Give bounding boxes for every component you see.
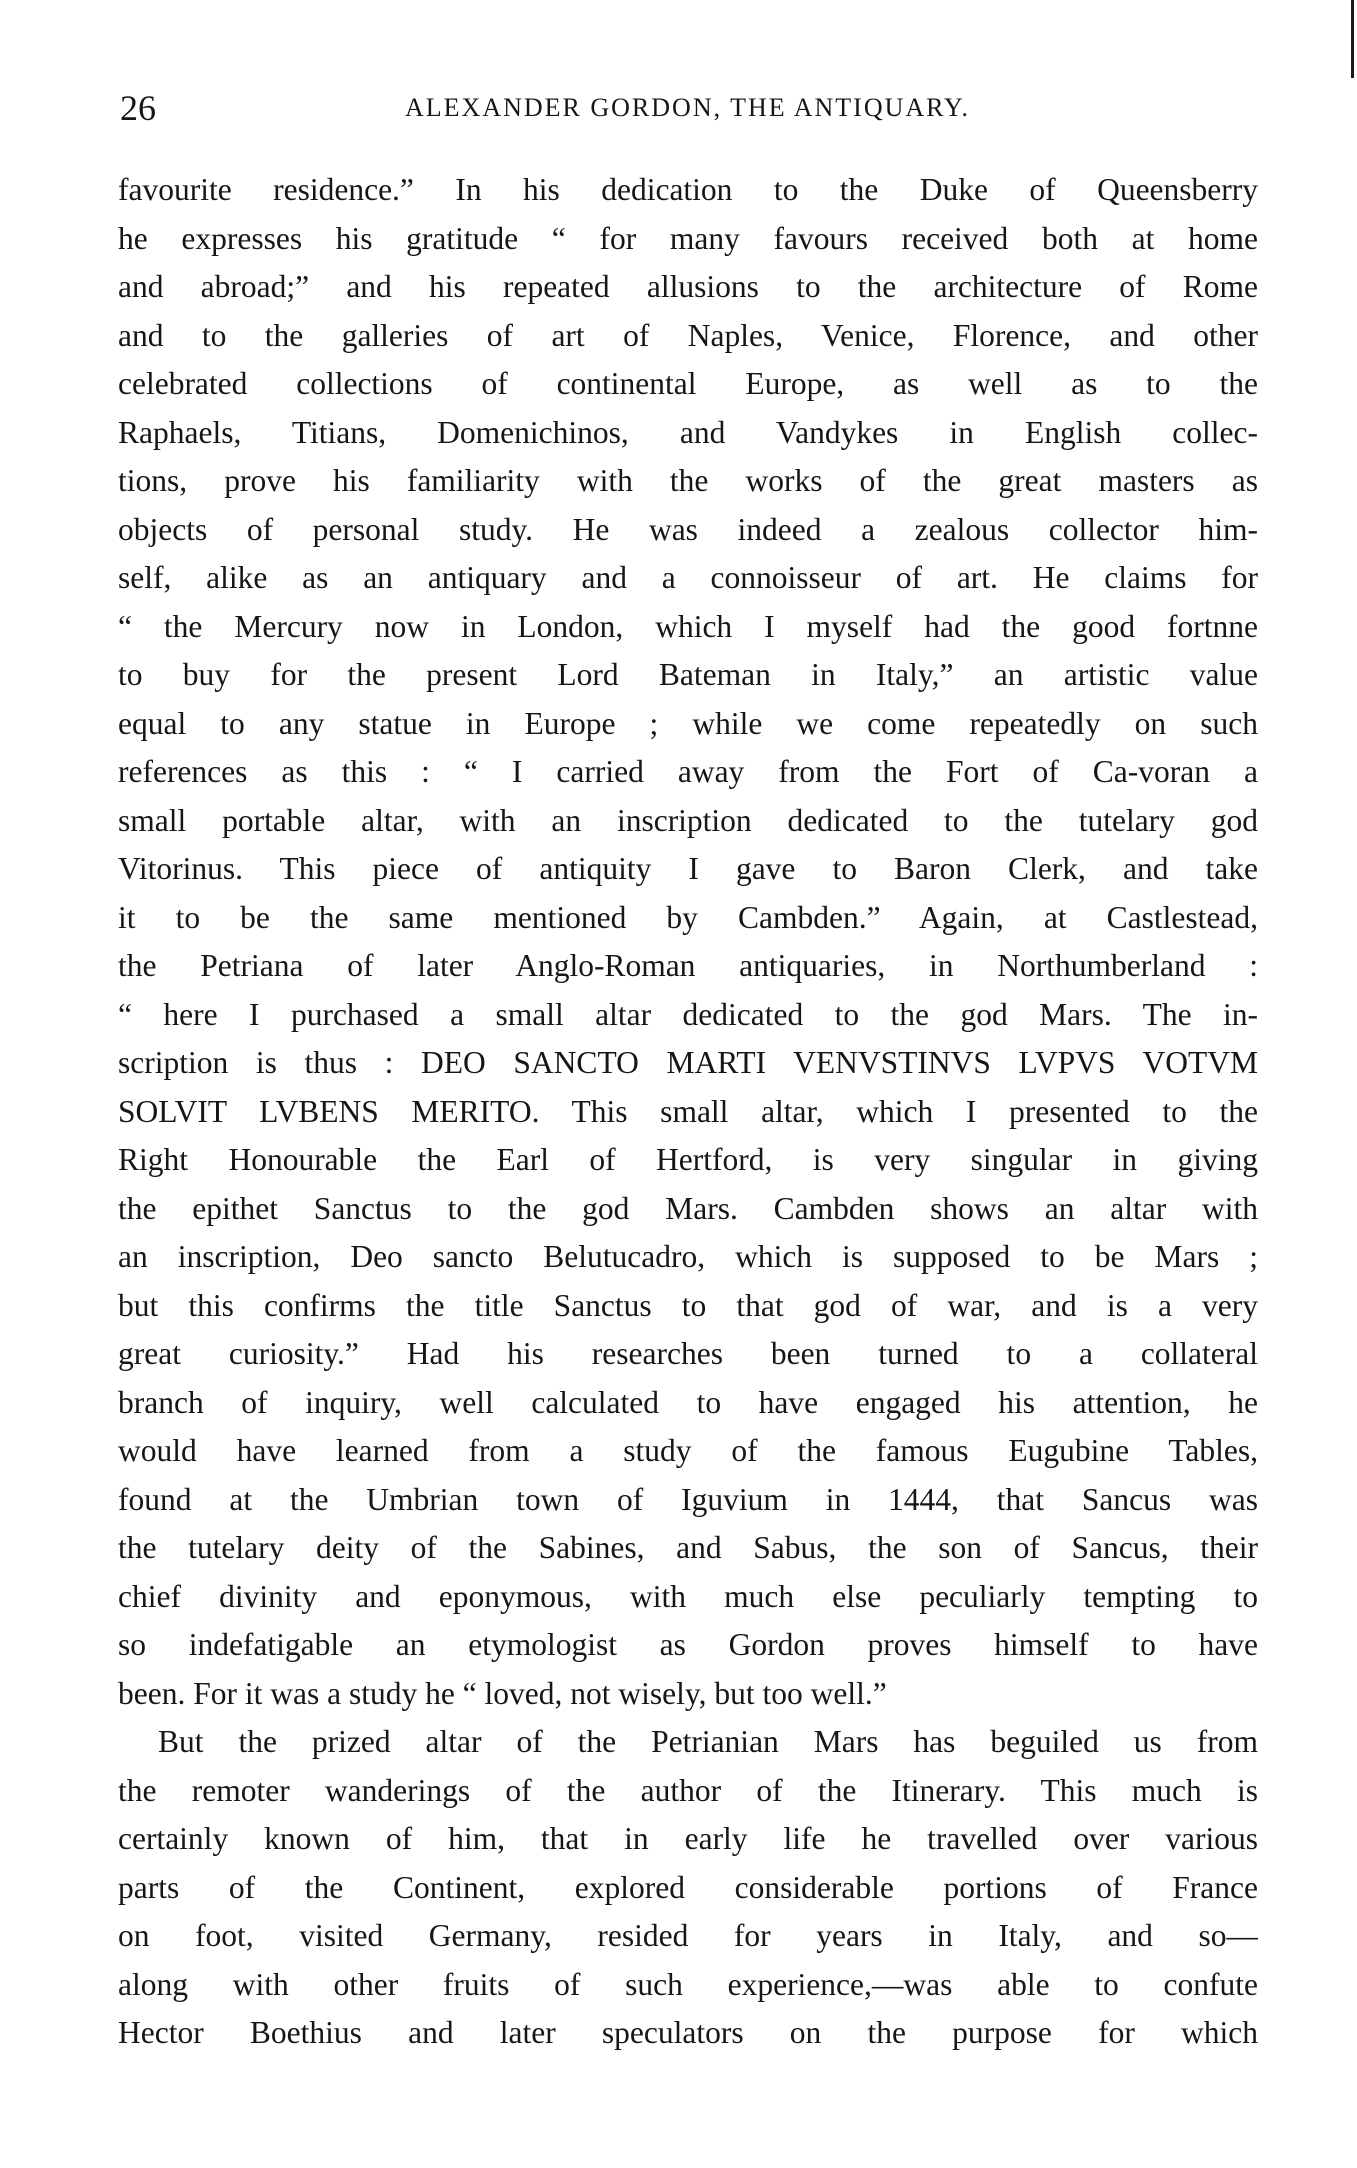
text-line: the tutelary deity of the Sabines, and Sabus, the son of Sancus, their [118,1530,1258,1565]
text-line: the Petriana of later Anglo-Roman antiquaries, in Northumberland : [118,948,1258,983]
text-line: would have learned from a study of the famous Eugubine Tables, [118,1433,1258,1468]
text-line: Raphaels, Titians, Domenichinos, and Vandykes in English collec- [118,414,1258,450]
text-line: certainly known of him, that in early life he travelled over various [118,1821,1258,1856]
page-number: 26 [120,88,156,128]
text-line: to buy for the present Lord Bateman in Italy,” an artistic value [118,657,1258,692]
text-line: it to be the same mentioned by Cambden.” Again, at Castlestead, [118,899,1258,935]
text-line: he expresses his gratitude “ for many favours received both at home [118,220,1258,256]
text-line: and to the galleries of art of Naples, Venice, Florence, and other [118,317,1258,353]
text-line: branch of inquiry, well calculated to have engaged his attention, he [118,1384,1258,1420]
text-line: “ the Mercury now in London, which I myself had the good fortnne [118,608,1258,644]
body-text [118,166,1258,2058]
page-header [120,78,1255,138]
running-head: ALEXANDER GORDON, THE ANTIQUARY. [405,93,970,122]
text-line: references as this : “ I carried away from the Fort of Ca-voran a [118,754,1258,789]
text-line: Hector Boethius and later speculators on the purpose for which [118,2015,1258,2050]
text-line: but this confirms the title Sanctus to that god of war, and is a very [118,1287,1258,1323]
text-line: Right Honourable the Earl of Hertford, is very singular in giving [118,1142,1258,1177]
text-line: been. For it was a study he “ loved, not wisely, but too well.” [118,1675,887,1711]
text-line: along with other fruits of such experience,—was able to confute [118,1966,1258,2002]
text-line: But the prized altar of the Petrianian Mars has beguiled us from [158,1724,1258,1759]
text-line: and abroad;” and his repeated allusions to the architecture of Rome [118,269,1258,304]
text-line: celebrated collections of continental Europe, as well as to the [118,366,1258,401]
text-line: found at the Umbrian town of Iguvium in 1444, that Sancus was [118,1481,1258,1517]
text-line: Vitorinus. This piece of antiquity I gave to Baron Clerk, and take [118,851,1258,886]
text-line: self, alike as an antiquary and a connoisseur of art. He claims for [118,560,1258,595]
text-line: on foot, visited Germany, resided for years in Italy, and so— [118,1918,1258,1953]
text-line: an inscription, Deo sancto Belutucadro, which is supposed to be Mars ; [118,1239,1258,1274]
text-line: the epithet Sanctus to the god Mars. Cambden shows an altar with [118,1190,1258,1226]
text-line: small portable altar, with an inscription dedicated to the tutelary god [118,802,1258,838]
text-line: equal to any statue in Europe ; while we come repeatedly on such [118,705,1258,741]
text-line: SOLVIT LVBENS MERITO. This small altar, which I presented to the [118,1093,1258,1129]
text-line: chief divinity and eponymous, with much else peculiarly tempting to [118,1578,1258,1614]
text-line: objects of personal study. He was indeed a zealous collector him- [118,511,1258,547]
text-line: great curiosity.” Had his researches been turned to a collateral [118,1336,1258,1371]
text-line: scription is thus : DEO SANCTO MARTI VENVSTINVS LVPVS VOTVM [118,1045,1258,1080]
text-line: parts of the Continent, explored considerable portions of France [118,1869,1258,1905]
text-line: “ here I purchased a small altar dedicated to the god Mars. The in- [118,996,1258,1032]
text-line: so indefatigable an etymologist as Gordon proves himself to have [118,1627,1258,1662]
text-line: the remoter wanderings of the author of the Itinerary. This much is [118,1772,1258,1808]
text-line: favourite residence.” In his dedication to the Duke of Queensberry [118,172,1258,207]
page-edge-rule [1351,0,1354,78]
text-line: tions, prove his familiarity with the works of the great masters as [118,463,1258,498]
